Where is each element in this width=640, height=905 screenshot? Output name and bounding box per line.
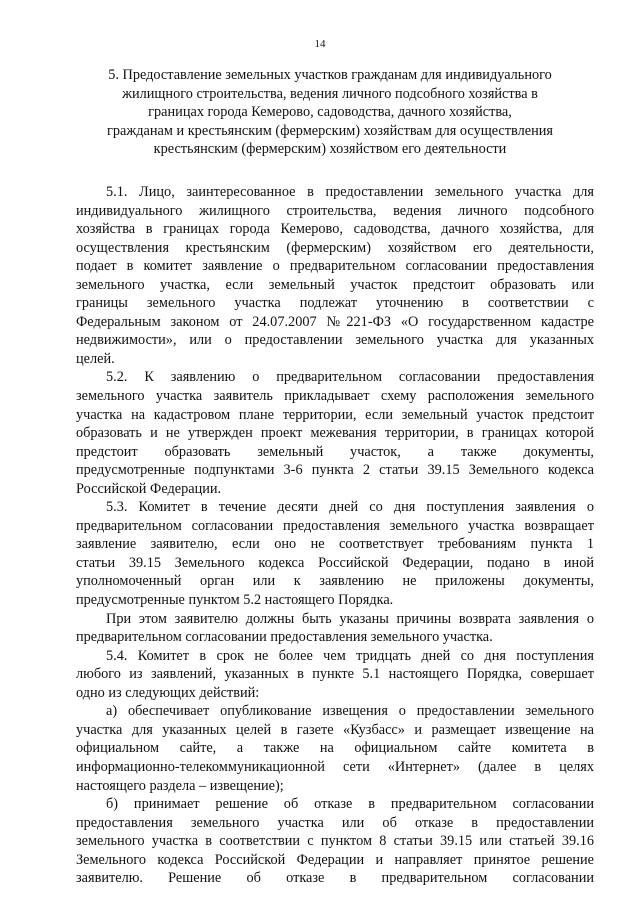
section-title-line: жилищного строительства, ведения личного подсобного хозяйства в (122, 85, 538, 102)
text-line: а) обеспечивает опубликование извещения о предоставлении земельного (106, 703, 594, 720)
paragraph-p5-4-b (76, 795, 594, 888)
paragraph-p5-4-a (76, 702, 594, 795)
text-line: одно из следующих действий: (76, 684, 260, 701)
text-line: земельного участка в соответствии с пунктом 8 статьи 39.15 или статьей 39.16 (76, 833, 594, 850)
text-line: участка для указанных целей в газете «Кузбасс» и размещает извещение на (76, 721, 594, 738)
text-line: 5.1. Лицо, заинтересованное в предоставлении земельного участка для (106, 184, 594, 200)
body-text (76, 183, 594, 888)
paragraph-p5-4 (76, 647, 594, 703)
paragraph-p5-1 (76, 183, 594, 368)
text-line: заявление заявителю, если оно не соответствует требованиям пункта 1 (76, 536, 594, 553)
text-line: Федеральным законом от 24.07.2007 №221-ФЗ «О государственном кадастре (76, 313, 594, 330)
text-line: настоящего раздела – извещение); (76, 777, 284, 794)
text-line: участка на кадастровом плане территории, если земельный участок предстоит (76, 406, 594, 423)
text-line: хозяйства в границах города Кемерово, садоводства, дачного хозяйства, для (76, 221, 594, 238)
text-line: целей. (76, 350, 115, 367)
text-line: уполномоченный орган или к заявлению не приложены документы, (76, 573, 594, 590)
text-line: информационно-телекоммуникационной сети «Интернет» (далее в целях (76, 758, 594, 775)
text-line: заявителю. Решение об отказе в предварительном согласовании (76, 870, 594, 887)
text-line: осуществления крестьянским (фермерским) хозяйством его деятельности, (76, 239, 594, 256)
section-title (90, 66, 570, 159)
text-line: предварительном согласовании предоставления земельного участка возвращает (76, 517, 594, 534)
page-number: 14 (314, 38, 326, 50)
paragraph-p5-3 (76, 498, 594, 609)
text-line: границы земельного участка подлежат уточнению в соответствии с (76, 295, 594, 312)
text-line: статьи 39.15 Земельного кодекса Российской Федерации, подано в иной (76, 554, 594, 571)
text-line: официальном сайте, а также на официальном сайте комитета в (76, 740, 594, 757)
text-line: земельного участка, если земельный участок предстоит образовать или (76, 276, 594, 293)
text-line: При этом заявителю должны быть указаны причины возврата заявления о (106, 610, 594, 627)
text-line: Российской Федерации. (76, 480, 222, 497)
text-line: предварительном согласовании предоставления земельного участка. (76, 629, 493, 646)
section-title-line: границах города Кемерово, садоводства, дачного хозяйства, (148, 104, 512, 121)
text-line: подает в комитет заявление о предварительном согласовании предоставления (76, 258, 594, 275)
text-line: предстоит образовать земельный участок, а также документы, (76, 443, 594, 460)
text-line: 5.4. Комитет в срок не более чем тридцать дней со дня поступления (106, 647, 594, 664)
text-line: предусмотренные подпунктами 3-6 пункта 2 статьи 39.15 Земельного кодекса (76, 462, 594, 479)
paragraph-p5-2 (76, 368, 594, 498)
paragraph-p5-3-note (76, 610, 594, 647)
text-line: 5.2. К заявлению о предварительном согласовании предоставления (106, 369, 594, 386)
text-line: образовать и не утвержден проект межевания территории, в границах которой (76, 425, 594, 442)
text-line: Земельного кодекса Российской Федерации и направляет принятое решение (76, 851, 594, 868)
section-title-line: 5. Предоставление земельных участков гражданам для индивидуального (108, 67, 552, 83)
text-line: индивидуального жилищного строительства, ведения личного подсобного (76, 202, 594, 219)
text-line: земельного участка заявитель прикладывает схему расположения земельного (76, 388, 594, 405)
text-line: 5.3. Комитет в течение десяти дней со дня поступления заявления о (106, 499, 594, 516)
text-line: б) принимает решение об отказе в предварительном согласовании (106, 796, 594, 813)
section-title-line: гражданам и крестьянским (фермерским) хозяйствам для осуществления (107, 122, 553, 139)
text-line: недвижимости», или о предоставлении земельного участка для указанных (76, 332, 594, 349)
text-line: любого из заявлений, указанных в пункте 5.1 настоящего Порядка, совершает (76, 666, 594, 683)
text-line: предоставления земельного участка или об отказе в предоставлении (76, 814, 594, 831)
text-line: предусмотренные пунктом 5.2 настоящего Порядка. (76, 592, 394, 609)
section-title-line: крестьянским (фермерским) хозяйством его деятельности (153, 141, 507, 158)
